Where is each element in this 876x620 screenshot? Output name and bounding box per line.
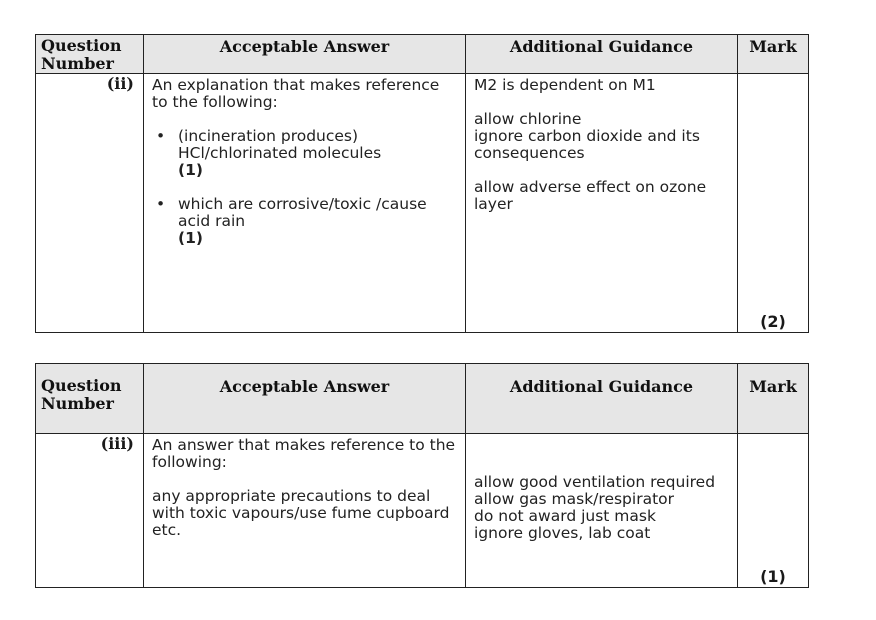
guidance-line: M2 is dependent on M1 — [474, 76, 656, 94]
bullet-2-text: which are corrosive/toxic /cause acid rain — [178, 195, 427, 230]
answer-intro: An answer that makes reference to the following: — [152, 436, 456, 471]
answer-bullet-1 — [152, 128, 459, 179]
bullet-2-mark: (1) — [178, 229, 203, 247]
header-mark: Mark — [738, 35, 809, 74]
question-number-iii: (iii) — [36, 434, 144, 588]
question-number-ii: (ii) — [36, 74, 144, 333]
additional-guidance-iii — [466, 434, 738, 588]
answer-body: any appropriate precautions to deal with toxic vapours/use fume cupboard etc. — [152, 487, 450, 539]
mark-iii: (1) — [738, 434, 809, 588]
bullet-icon: • — [156, 195, 166, 213]
mark-scheme-table-iii — [35, 363, 809, 588]
header-mark: Mark — [738, 364, 809, 434]
guidance-line: allow chlorine — [474, 110, 582, 128]
mark-ii: (2) — [738, 74, 809, 333]
guidance-line: ignore gloves, lab coat — [474, 524, 651, 542]
guidance-line: do not award just mask — [474, 507, 656, 525]
header-acceptable-answer: Acceptable Answer — [144, 35, 466, 74]
header-additional-guidance: Additional Guidance — [466, 364, 738, 434]
additional-guidance-ii — [466, 74, 738, 333]
bullet-1-text: (incineration produces) HCl/chlorinated molecules — [178, 127, 382, 162]
guidance-line: allow gas mask/respirator — [474, 490, 675, 508]
guidance-line: allow good ventilation required — [474, 473, 716, 491]
header-question-number: Question Number — [36, 364, 144, 434]
bullet-1-mark: (1) — [178, 161, 203, 179]
guidance-line: ignore carbon dioxide and its consequences — [474, 127, 700, 162]
answer-bullet-2 — [152, 196, 459, 247]
answer-intro: An explanation that makes reference to the following: — [152, 76, 440, 111]
acceptable-answer-iii — [144, 434, 466, 588]
mark-scheme-table-ii — [35, 34, 809, 333]
acceptable-answer-ii — [144, 74, 466, 333]
header-question-number: Question Number — [36, 35, 144, 74]
header-additional-guidance: Additional Guidance — [466, 35, 738, 74]
bullet-icon: • — [156, 127, 166, 145]
guidance-line: allow adverse effect on ozone layer — [474, 178, 707, 213]
header-acceptable-answer: Acceptable Answer — [144, 364, 466, 434]
